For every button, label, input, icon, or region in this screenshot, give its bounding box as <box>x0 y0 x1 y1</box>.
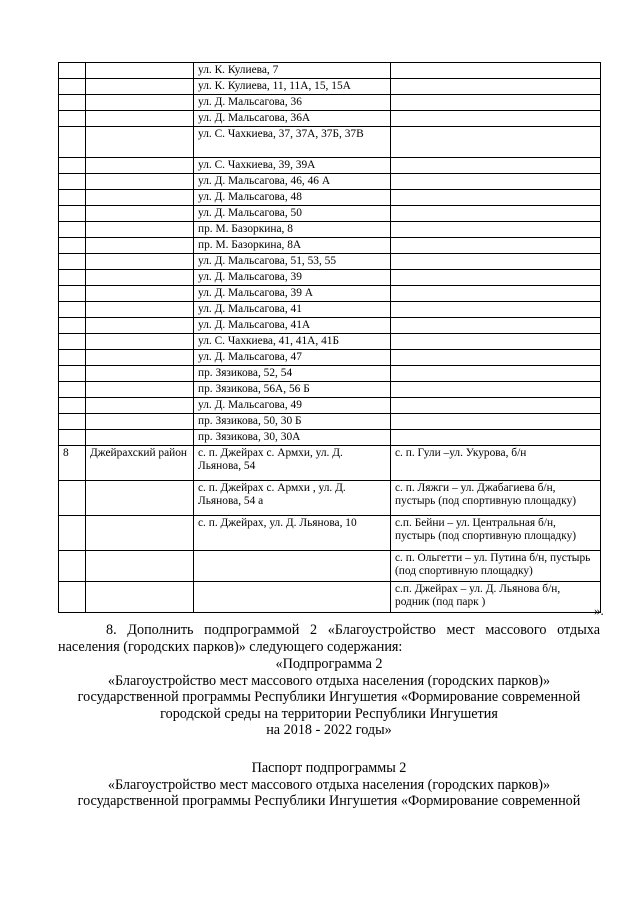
table-row <box>59 222 601 238</box>
site-cell <box>391 382 601 398</box>
row-number-cell <box>59 206 86 222</box>
address-cell: ул. Д. Мальсагова, 48 <box>194 190 391 206</box>
site-cell: с. п. Ляжги – ул. Джабагиева б/н, пустырь (под спортивную площадку) <box>391 481 601 516</box>
table-row <box>59 430 601 446</box>
district-cell <box>86 334 194 350</box>
district-cell <box>86 206 194 222</box>
site-cell: с.п. Джейрах – ул. Д. Льянова б/н, родник (под парк ) <box>391 582 601 613</box>
address-cell: ул. Д. Мальсагова, 41 <box>194 302 391 318</box>
table-row <box>59 398 601 414</box>
district-cell <box>86 63 194 79</box>
row-number-cell <box>59 158 86 174</box>
address-cell: с. п. Джейрах с. Армхи , ул. Д. Льянова, 54 а <box>194 481 391 516</box>
passport-heading-line-1: Паспорт подпрограммы 2 <box>251 760 407 776</box>
row-number-cell <box>59 551 86 582</box>
district-cell <box>86 302 194 318</box>
row-number-cell <box>59 111 86 127</box>
district-cell <box>86 222 194 238</box>
site-cell <box>391 254 601 270</box>
site-cell <box>391 222 601 238</box>
district-cell <box>86 414 194 430</box>
district-cell <box>86 270 194 286</box>
district-cell <box>86 238 194 254</box>
address-table <box>58 62 601 613</box>
district-cell <box>86 318 194 334</box>
district-cell <box>86 79 194 95</box>
address-cell: ул. С. Чахкиева, 41, 41А, 41Б <box>194 334 391 350</box>
row-number-cell <box>59 79 86 95</box>
site-cell <box>391 366 601 382</box>
table-row <box>59 551 601 582</box>
address-cell <box>194 551 391 582</box>
address-cell: пр. Зязикова, 52, 54 <box>194 366 391 382</box>
row-number-cell <box>59 270 86 286</box>
table-row <box>59 481 601 516</box>
row-number-cell <box>59 398 86 414</box>
table-row <box>59 286 601 302</box>
subprogram-heading-line-5: на 2018 - 2022 годы» <box>266 722 392 738</box>
site-cell <box>391 95 601 111</box>
site-cell: с.п. Бейни – ул. Центральная б/н, пустырь (под спортивную площадку) <box>391 516 601 551</box>
site-cell <box>391 79 601 95</box>
district-cell <box>86 516 194 551</box>
address-cell: ул. Д. Мальсагова, 36А <box>194 111 391 127</box>
row-number-cell <box>59 382 86 398</box>
row-number-cell <box>59 254 86 270</box>
row-number-cell <box>59 366 86 382</box>
row-number-cell <box>59 334 86 350</box>
row-number-cell <box>59 286 86 302</box>
subprogram-heading <box>58 656 600 739</box>
site-cell <box>391 318 601 334</box>
row-number-cell: 8 <box>59 446 86 481</box>
district-cell <box>86 366 194 382</box>
table-row <box>59 414 601 430</box>
table-row <box>59 254 601 270</box>
row-number-cell <box>59 318 86 334</box>
address-cell: пр. Зязикова, 50, 30 Б <box>194 414 391 430</box>
site-cell <box>391 350 601 366</box>
row-number-cell <box>59 302 86 318</box>
row-number-cell <box>59 414 86 430</box>
district-cell: Джейрахский район <box>86 446 194 481</box>
row-number-cell <box>59 95 86 111</box>
site-cell <box>391 63 601 79</box>
district-cell <box>86 551 194 582</box>
passport-heading-line-2: «Благоустройство мест массового отдыха населения (городских парков)» <box>107 776 551 793</box>
table-row <box>59 318 601 334</box>
site-cell <box>391 414 601 430</box>
table-row <box>59 174 601 190</box>
table-row <box>59 238 601 254</box>
table-row <box>59 446 601 481</box>
address-cell: ул. Д. Мальсагова, 39 <box>194 270 391 286</box>
row-number-cell <box>59 190 86 206</box>
table-row <box>59 270 601 286</box>
site-cell <box>391 190 601 206</box>
subprogram-heading-line-2: «Благоустройство мест массового отдыха населения (городских парков)» <box>107 672 551 689</box>
subprogram-heading-line-4: городской среды на территории Республики Ингушетия <box>160 705 498 722</box>
amendment-paragraph <box>58 622 600 655</box>
address-cell: пр. Зязикова, 30, 30А <box>194 430 391 446</box>
table-row <box>59 382 601 398</box>
address-cell: ул. Д. Мальсагова, 50 <box>194 206 391 222</box>
address-cell <box>194 582 391 613</box>
district-cell <box>86 286 194 302</box>
site-cell <box>391 302 601 318</box>
passport-heading-line-3: государственной программы Республики Ингушетия «Формирование современной <box>77 793 581 809</box>
address-cell: ул. Д. Мальсагова, 47 <box>194 350 391 366</box>
district-cell <box>86 95 194 111</box>
amendment-text: 8. Дополнить подпрограммой 2 «Благоустройство мест массового отдыха населения (городских парков)» следующего содержания: <box>58 622 600 655</box>
table-row <box>59 366 601 382</box>
row-number-cell <box>59 238 86 254</box>
site-cell: с. п. Гули –ул. Укурова, б/н <box>391 446 601 481</box>
table-row <box>59 206 601 222</box>
table-row <box>59 79 601 95</box>
district-cell <box>86 582 194 613</box>
table-row <box>59 158 601 174</box>
site-cell <box>391 398 601 414</box>
table-row <box>59 516 601 551</box>
address-cell: ул. Д. Мальсагова, 36 <box>194 95 391 111</box>
district-cell <box>86 430 194 446</box>
district-cell <box>86 111 194 127</box>
table-row <box>59 127 601 158</box>
subprogram-heading-line-1: «Подпрограмма 2 <box>275 656 383 672</box>
table-row <box>59 95 601 111</box>
table-row <box>59 302 601 318</box>
address-cell: ул. Д. Мальсагова, 46, 46 А <box>194 174 391 190</box>
address-cell: пр. Зязикова, 56А, 56 Б <box>194 382 391 398</box>
row-number-cell <box>59 582 86 613</box>
site-cell <box>391 158 601 174</box>
site-cell <box>391 206 601 222</box>
district-cell <box>86 158 194 174</box>
site-cell <box>391 270 601 286</box>
table-row <box>59 190 601 206</box>
row-number-cell <box>59 222 86 238</box>
site-cell: с. п. Ольгетти – ул. Путина б/н, пустырь (под спортивную площадку) <box>391 551 601 582</box>
table-row <box>59 582 601 613</box>
row-number-cell <box>59 430 86 446</box>
address-cell: с. п. Джейрах с. Армхи, ул. Д. Льянова, 54 <box>194 446 391 481</box>
table-row <box>59 111 601 127</box>
site-cell <box>391 334 601 350</box>
district-cell <box>86 350 194 366</box>
district-cell <box>86 254 194 270</box>
site-cell <box>391 174 601 190</box>
address-cell: ул. Д. Мальсагова, 39 А <box>194 286 391 302</box>
address-cell: пр. М. Базоркина, 8 <box>194 222 391 238</box>
subprogram-heading-line-3: государственной программы Республики Ингушетия «Формирование современной <box>77 689 581 705</box>
district-cell <box>86 174 194 190</box>
row-number-cell <box>59 516 86 551</box>
passport-heading <box>58 760 600 810</box>
table-row <box>59 334 601 350</box>
site-cell <box>391 430 601 446</box>
address-cell: с. п. Джейрах, ул. Д. Льянова, 10 <box>194 516 391 551</box>
district-cell <box>86 398 194 414</box>
closing-quote: ». <box>594 603 604 618</box>
site-cell <box>391 127 601 158</box>
address-cell: ул. К. Кулиева, 11, 11А, 15, 15А <box>194 79 391 95</box>
table-row <box>59 63 601 79</box>
district-cell <box>86 190 194 206</box>
row-number-cell <box>59 127 86 158</box>
site-cell <box>391 111 601 127</box>
district-cell <box>86 481 194 516</box>
address-cell: ул. С. Чахкиева, 37, 37А, 37Б, 37В <box>194 127 391 158</box>
address-cell: ул. Д. Мальсагова, 49 <box>194 398 391 414</box>
address-cell: ул. С. Чахкиева, 39, 39А <box>194 158 391 174</box>
address-cell: ул. Д. Мальсагова, 41А <box>194 318 391 334</box>
address-table-body <box>59 63 601 613</box>
address-cell: ул. Д. Мальсагова, 51, 53, 55 <box>194 254 391 270</box>
row-number-cell <box>59 350 86 366</box>
site-cell <box>391 238 601 254</box>
table-row <box>59 350 601 366</box>
row-number-cell <box>59 174 86 190</box>
row-number-cell <box>59 481 86 516</box>
address-cell: ул. К. Кулиева, 7 <box>194 63 391 79</box>
row-number-cell <box>59 63 86 79</box>
address-cell: пр. М. Базоркина, 8А <box>194 238 391 254</box>
district-cell <box>86 127 194 158</box>
district-cell <box>86 382 194 398</box>
site-cell <box>391 286 601 302</box>
